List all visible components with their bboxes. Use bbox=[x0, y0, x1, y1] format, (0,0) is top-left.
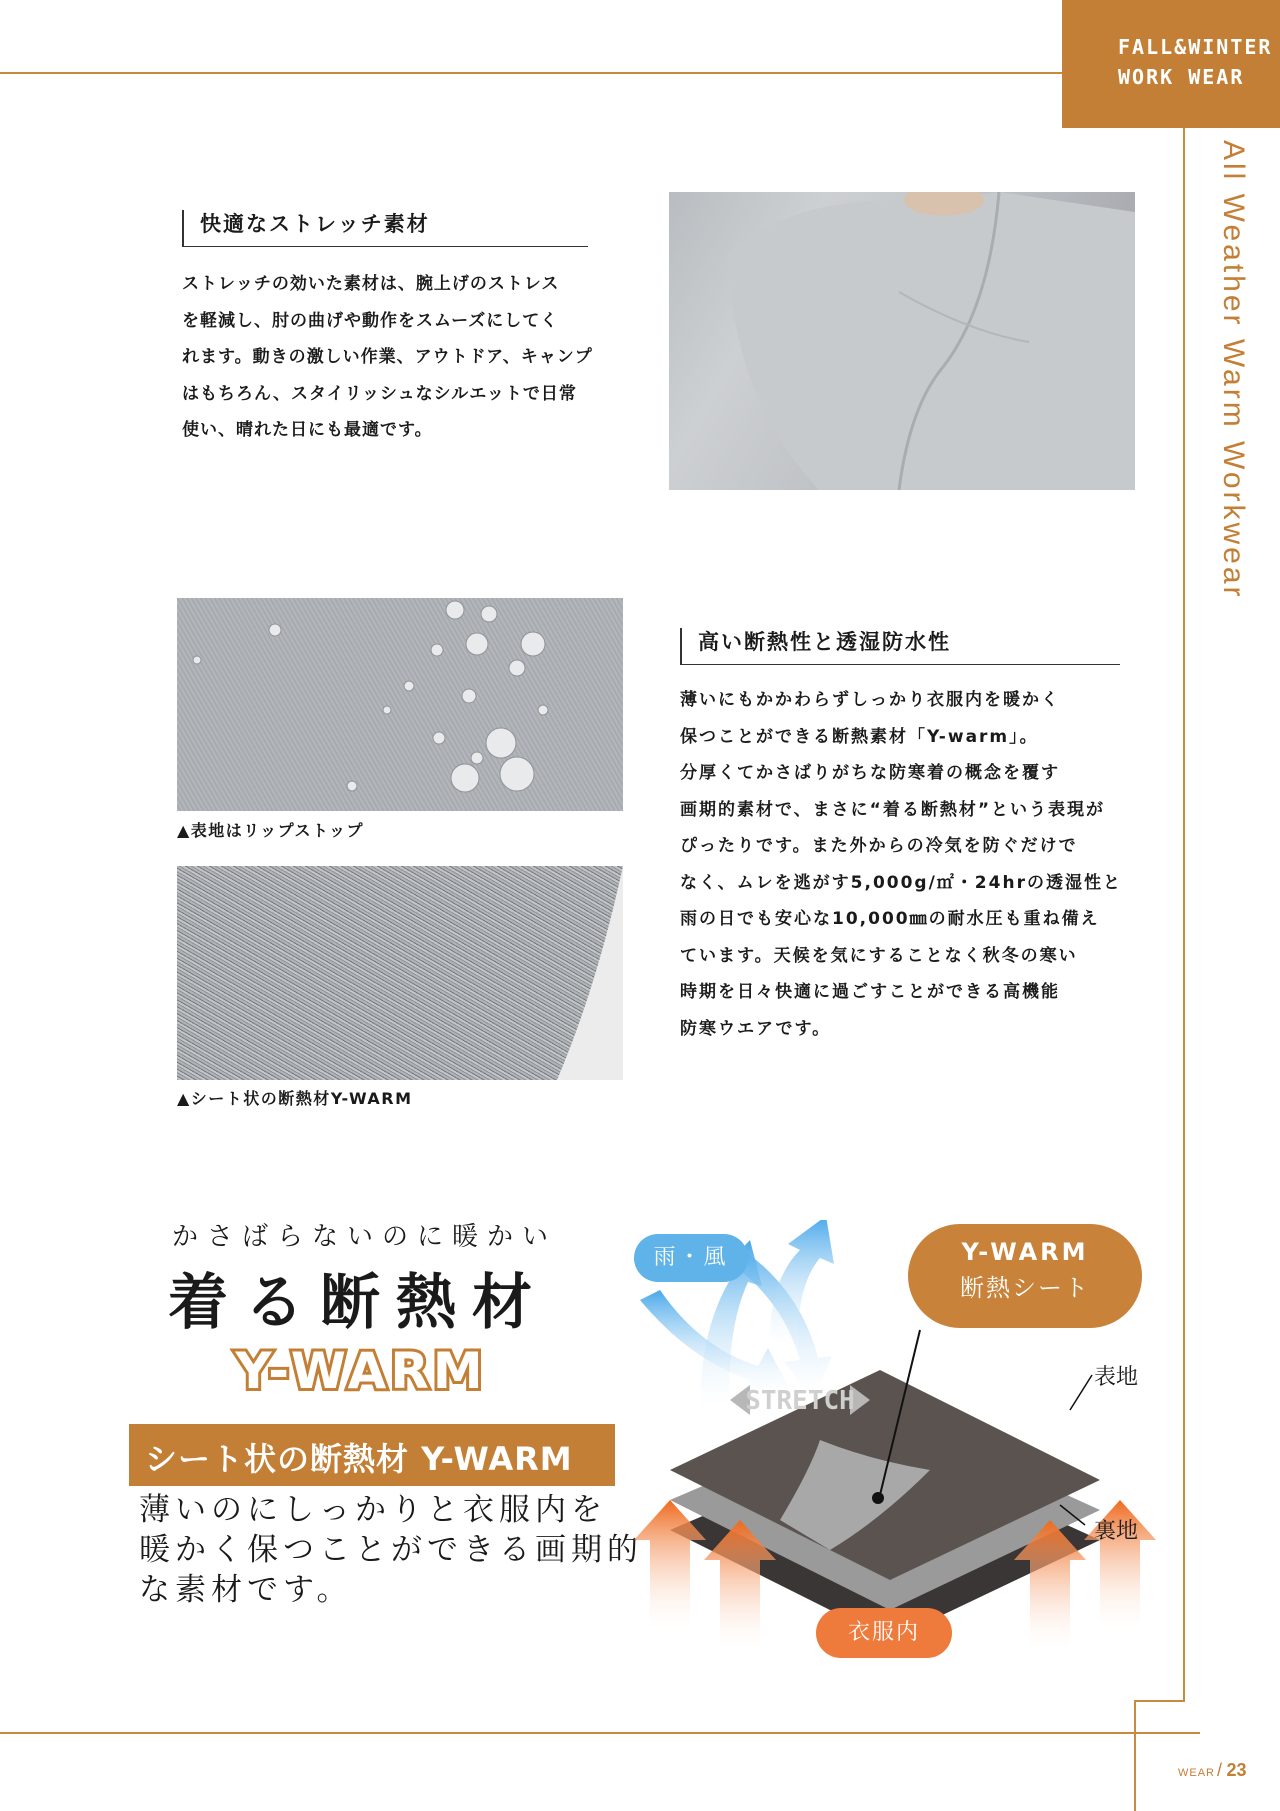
page-number: 23 bbox=[1226, 1760, 1247, 1780]
corner-rule-vertical bbox=[1134, 1700, 1136, 1811]
stretch-line: れます。動きの激しい作業、アウトドア、キャンプ bbox=[182, 347, 593, 367]
stretch-text: STRETCH bbox=[745, 1386, 855, 1416]
insulation-line: ています。天候を気にすることなく秋冬の寒い bbox=[680, 945, 1078, 966]
stretch-body bbox=[182, 266, 593, 449]
corner-rule-horizontal bbox=[1134, 1700, 1184, 1702]
insulation-line: 防寒ウエアです。 bbox=[680, 1018, 832, 1039]
vertical-title: All Weather Warm Workwear bbox=[1217, 140, 1250, 600]
stretch-line: 使い、晴れた日にも最適です。 bbox=[182, 420, 433, 440]
stretch-heading: 快適なストレッチ素材 bbox=[182, 210, 588, 247]
badge-subtitle: 断熱シート bbox=[960, 1274, 1090, 1302]
ripstop-photo bbox=[177, 598, 623, 811]
page-footer bbox=[1178, 1760, 1247, 1781]
y-warm-logo bbox=[196, 1340, 526, 1400]
feature-desc-line: な素材です。 bbox=[139, 1572, 353, 1608]
insulation-line: ぴったりです。また外からの冷気を防ぐだけで bbox=[680, 836, 1078, 856]
feature-desc-line: 薄いのにしっかりと衣服内を bbox=[139, 1492, 607, 1528]
badge-title: Y-WARM bbox=[961, 1238, 1089, 1266]
insulation-line: 雨の日でも安心な10,000㎜の耐水圧も重ね備え bbox=[680, 909, 1100, 929]
feature-lead: かさばらないのに暖かい bbox=[172, 1222, 558, 1252]
feature-desc-line: 暖かく保つことができる画期的 bbox=[139, 1532, 643, 1568]
feature-description bbox=[139, 1490, 643, 1610]
sheet-fold bbox=[177, 866, 623, 1080]
insulation-line: 薄いにもかかわらずしっかり衣服内を暖かく bbox=[680, 690, 1060, 710]
insulation-line: 分厚くてかさばりがちな防寒着の概念を覆す bbox=[680, 763, 1060, 783]
stretch-line: ストレッチの効いた素材は、腕上げのストレス bbox=[182, 274, 560, 294]
insulation-sheet-photo bbox=[177, 866, 623, 1080]
outer-fabric-label: 表地 bbox=[1094, 1365, 1139, 1390]
inside-clothing-pill: 衣服内 bbox=[816, 1608, 952, 1658]
insulation-heading: 高い断熱性と透湿防水性 bbox=[680, 628, 1120, 665]
insulation-line: 画期的素材で、まさに“着る断熱材”という表現が bbox=[680, 799, 1106, 820]
top-rule bbox=[0, 72, 1062, 74]
bottom-rule bbox=[0, 1732, 1200, 1734]
ripstop-caption: ▲表地はリップストップ bbox=[177, 821, 365, 840]
y-warm-badge bbox=[908, 1224, 1142, 1328]
brand-box bbox=[1062, 0, 1280, 128]
water-droplets bbox=[177, 598, 623, 811]
jacket-photo bbox=[669, 192, 1135, 490]
feature-headline: 着る断熱材 bbox=[168, 1268, 548, 1338]
footer-wear: WEAR bbox=[1178, 1767, 1215, 1779]
stretch-mark bbox=[730, 1385, 870, 1416]
sheet-caption: ▲シート状の断熱材Y-WARM bbox=[177, 1089, 413, 1108]
brand-line-2: WORK WEAR bbox=[1118, 65, 1245, 89]
footer-slash: / bbox=[1217, 1760, 1223, 1780]
stretch-line: はもちろん、スタイリッシュなシルエットで日常 bbox=[182, 383, 577, 404]
y-warm-logo-text: Y-WARM bbox=[235, 1342, 487, 1400]
insulation-line: なく、ムレを逃がす5,000g/㎡・24hrの透湿性と bbox=[680, 872, 1122, 893]
lining-label: 裏地 bbox=[1094, 1519, 1139, 1544]
insulation-line: 保つことができる断熱素材「Y-warm」。 bbox=[680, 726, 1039, 747]
jacket-illustration bbox=[669, 192, 1135, 490]
rain-wind-pill: 雨・風 bbox=[634, 1234, 748, 1282]
side-rule bbox=[1183, 128, 1185, 1702]
insulation-body bbox=[680, 682, 1122, 1047]
feature-banner: シート状の断熱材 Y-WARM bbox=[129, 1424, 615, 1486]
brand-line-1: FALL&WINTER bbox=[1118, 35, 1273, 59]
stretch-line: を軽減し、肘の曲げや動作をスムーズにしてく bbox=[182, 310, 559, 331]
insulation-line: 時期を日々快適に過ごすことができる高機能 bbox=[680, 982, 1060, 1002]
